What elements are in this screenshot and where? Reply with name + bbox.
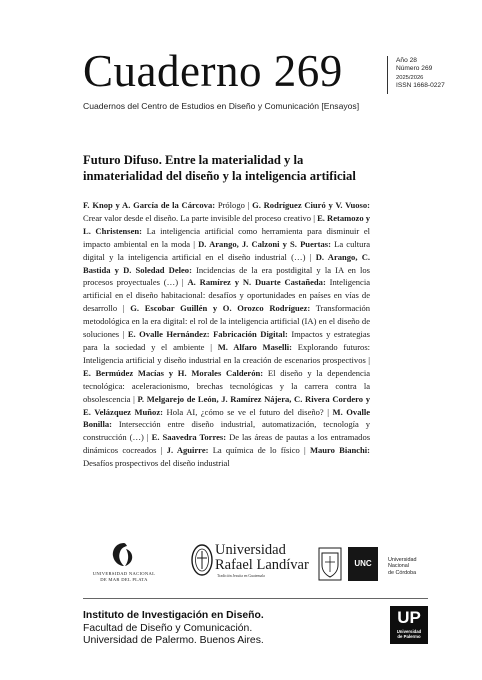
toc-authors: M. Ovalle Bonilla: — [83, 406, 371, 430]
table-of-contents — [83, 199, 370, 470]
institute-line1: Instituto de Investigación en Diseño. — [83, 610, 264, 621]
toc-separator: | — [327, 406, 329, 417]
toc-authors: M. Alfaro Maselli: — [217, 341, 292, 352]
toc-title: La cultura digital y la inteligencia artificial en el diseño industrial (…) — [83, 238, 371, 262]
toc-title: Explorando futuros: Inteligencia artificial y diseño industrial en la creación de escenarios prospectivos — [83, 341, 371, 365]
url-tagline: Tradición Jesuita en Guatemala — [217, 574, 265, 578]
footer-divider — [83, 598, 428, 599]
toc-separator: | — [181, 277, 184, 288]
mdp-name — [83, 571, 165, 583]
logo-url — [191, 541, 311, 585]
up-name — [390, 629, 428, 639]
partner-logos — [83, 541, 428, 585]
toc-separator: | — [368, 354, 370, 365]
issue-info — [396, 57, 445, 91]
url-line1: Universidad — [215, 542, 286, 558]
toc-authors: P. Melgarejo de León, J. Ramírez Nájera, C. Rivera Cordero y E. Velázquez Muñoz: — [83, 393, 370, 417]
toc-separator: | — [146, 432, 149, 443]
unc-line3: de Córdoba — [388, 569, 417, 576]
toc-separator: | — [210, 341, 212, 352]
toc-separator: | — [122, 303, 125, 314]
toc-authors: E. Bermúdez Macías y H. Morales Calderón: — [83, 367, 264, 378]
logo-mdp — [83, 541, 165, 585]
toc-separator: | — [309, 251, 312, 262]
toc-authors: D. Arango, C. Bastida y D. Soledad Deleo: — [83, 251, 371, 275]
url-crest-icon — [191, 543, 213, 577]
up-line2: de Palermo — [397, 634, 421, 639]
up-line1: Universidad — [396, 629, 422, 634]
mdp-line1: UNIVERSIDAD NACIONAL — [92, 571, 156, 576]
journal-title: Cuaderno 269 — [83, 46, 343, 96]
mdp-line2: DE MAR DEL PLATA — [100, 577, 148, 582]
toc-title: Inteligencia artificial en el diseño habitacional: desafíos y oportunidades en países en vías de desarrollo — [83, 277, 370, 314]
toc-title: De las áreas de pautas a los entramados dinámicos cocreados — [83, 432, 371, 456]
toc-authors: E. Saavedra Torres: — [151, 432, 227, 443]
up-logo — [390, 606, 428, 644]
toc-authors: J. Aguirre: — [166, 445, 209, 456]
toc-title: Hola AI, ¿cómo se ve el futuro del diseño? — [166, 406, 324, 417]
unc-shield-icon — [318, 547, 342, 581]
toc-title: Transformación metodológica en la era digital: el rol de la inteligencia artificial (IA) en el diseño de soluciones — [83, 303, 370, 340]
unc-name — [388, 557, 416, 576]
toc-separator: | — [193, 238, 195, 249]
toc-separator: | — [133, 393, 135, 404]
toc-separator: | — [247, 200, 250, 210]
toc-title: Crear valor desde el diseño. La parte invisible del proceso creativo — [83, 212, 312, 223]
toc-authors: E. Ovalle Hernández: Fabricación Digital: — [127, 329, 288, 340]
toc-authors: E. Retamozo y L. Christensen: — [83, 212, 371, 236]
logo-unc — [318, 547, 433, 583]
toc-title: Impactos y estrategias para la sociedad y el ambiente — [83, 329, 370, 352]
toc-authors: G. Rodríguez Ciuró y V. Vuoso: — [252, 200, 370, 210]
header-divider — [387, 56, 388, 94]
institute-line2: Facultad de Diseño y Comunicación. — [83, 622, 253, 634]
toc-separator: | — [304, 445, 306, 456]
issue-year: Año 28 — [396, 57, 417, 64]
toc-title: Prólogo — [217, 200, 245, 210]
mdp-emblem-icon — [109, 541, 139, 569]
toc-separator: | — [122, 329, 125, 340]
issue-number: Número 269 — [396, 65, 433, 73]
toc-entry — [83, 200, 245, 210]
toc-title: Intersección entre diseño industrial, automatización, tecnología y construcción (…) — [83, 419, 370, 443]
toc-separator: | — [160, 445, 163, 456]
institute-block — [83, 610, 264, 648]
toc-title: La química de lo físico — [212, 445, 300, 456]
toc-title: La inteligencia artificial como herramienta para disminuir el impacto ambiental en la moda — [83, 225, 370, 249]
toc-title: El diseño y la dependencia tecnológica: aceleracionismo, brechas tecnológicas y la carrera contra la obsolescencia — [83, 367, 371, 404]
unc-line1: Universidad — [388, 557, 417, 563]
toc-title: Desafíos prospectivos del diseño industrial — [83, 458, 230, 469]
toc-authors: D. Arango, J. Calzoni y S. Puertas: — [198, 238, 331, 249]
unc-mark: UNC — [348, 547, 378, 581]
url-line2: Rafael Landívar — [215, 557, 309, 573]
issue-issn: ISSN 1668-0227 — [396, 82, 445, 90]
toc-entry — [167, 445, 300, 455]
url-name — [215, 543, 309, 573]
toc-authors: Mauro Bianchi: — [309, 445, 371, 456]
toc-authors: G. Escobar Guillén y O. Orozco Rodríguez: — [130, 303, 311, 314]
unc-line2: Nacional — [388, 563, 409, 570]
institute-line3: Universidad de Palermo. Buenos Aires. — [83, 635, 264, 647]
toc-title: Incidencias de la era postdigital y la IA en los procesos proyectuales (…) — [83, 264, 371, 288]
toc-authors: F. Knop y A. García de la Cárcova: — [83, 200, 216, 210]
journal-subtitle: Cuadernos del Centro de Estudios en Diseño y Comunicación [Ensayos] — [83, 101, 360, 111]
issue-period: 2025/2026 — [396, 74, 424, 81]
toc-authors: A. Ramírez y N. Duarte Castañeda: — [187, 277, 326, 288]
up-mark: UP — [397, 608, 421, 627]
toc-separator: | — [313, 212, 315, 223]
article-title: Futuro Difuso. Entre la materialidad y la inmaterialidad del diseño y la inteligencia artificial — [83, 153, 356, 183]
